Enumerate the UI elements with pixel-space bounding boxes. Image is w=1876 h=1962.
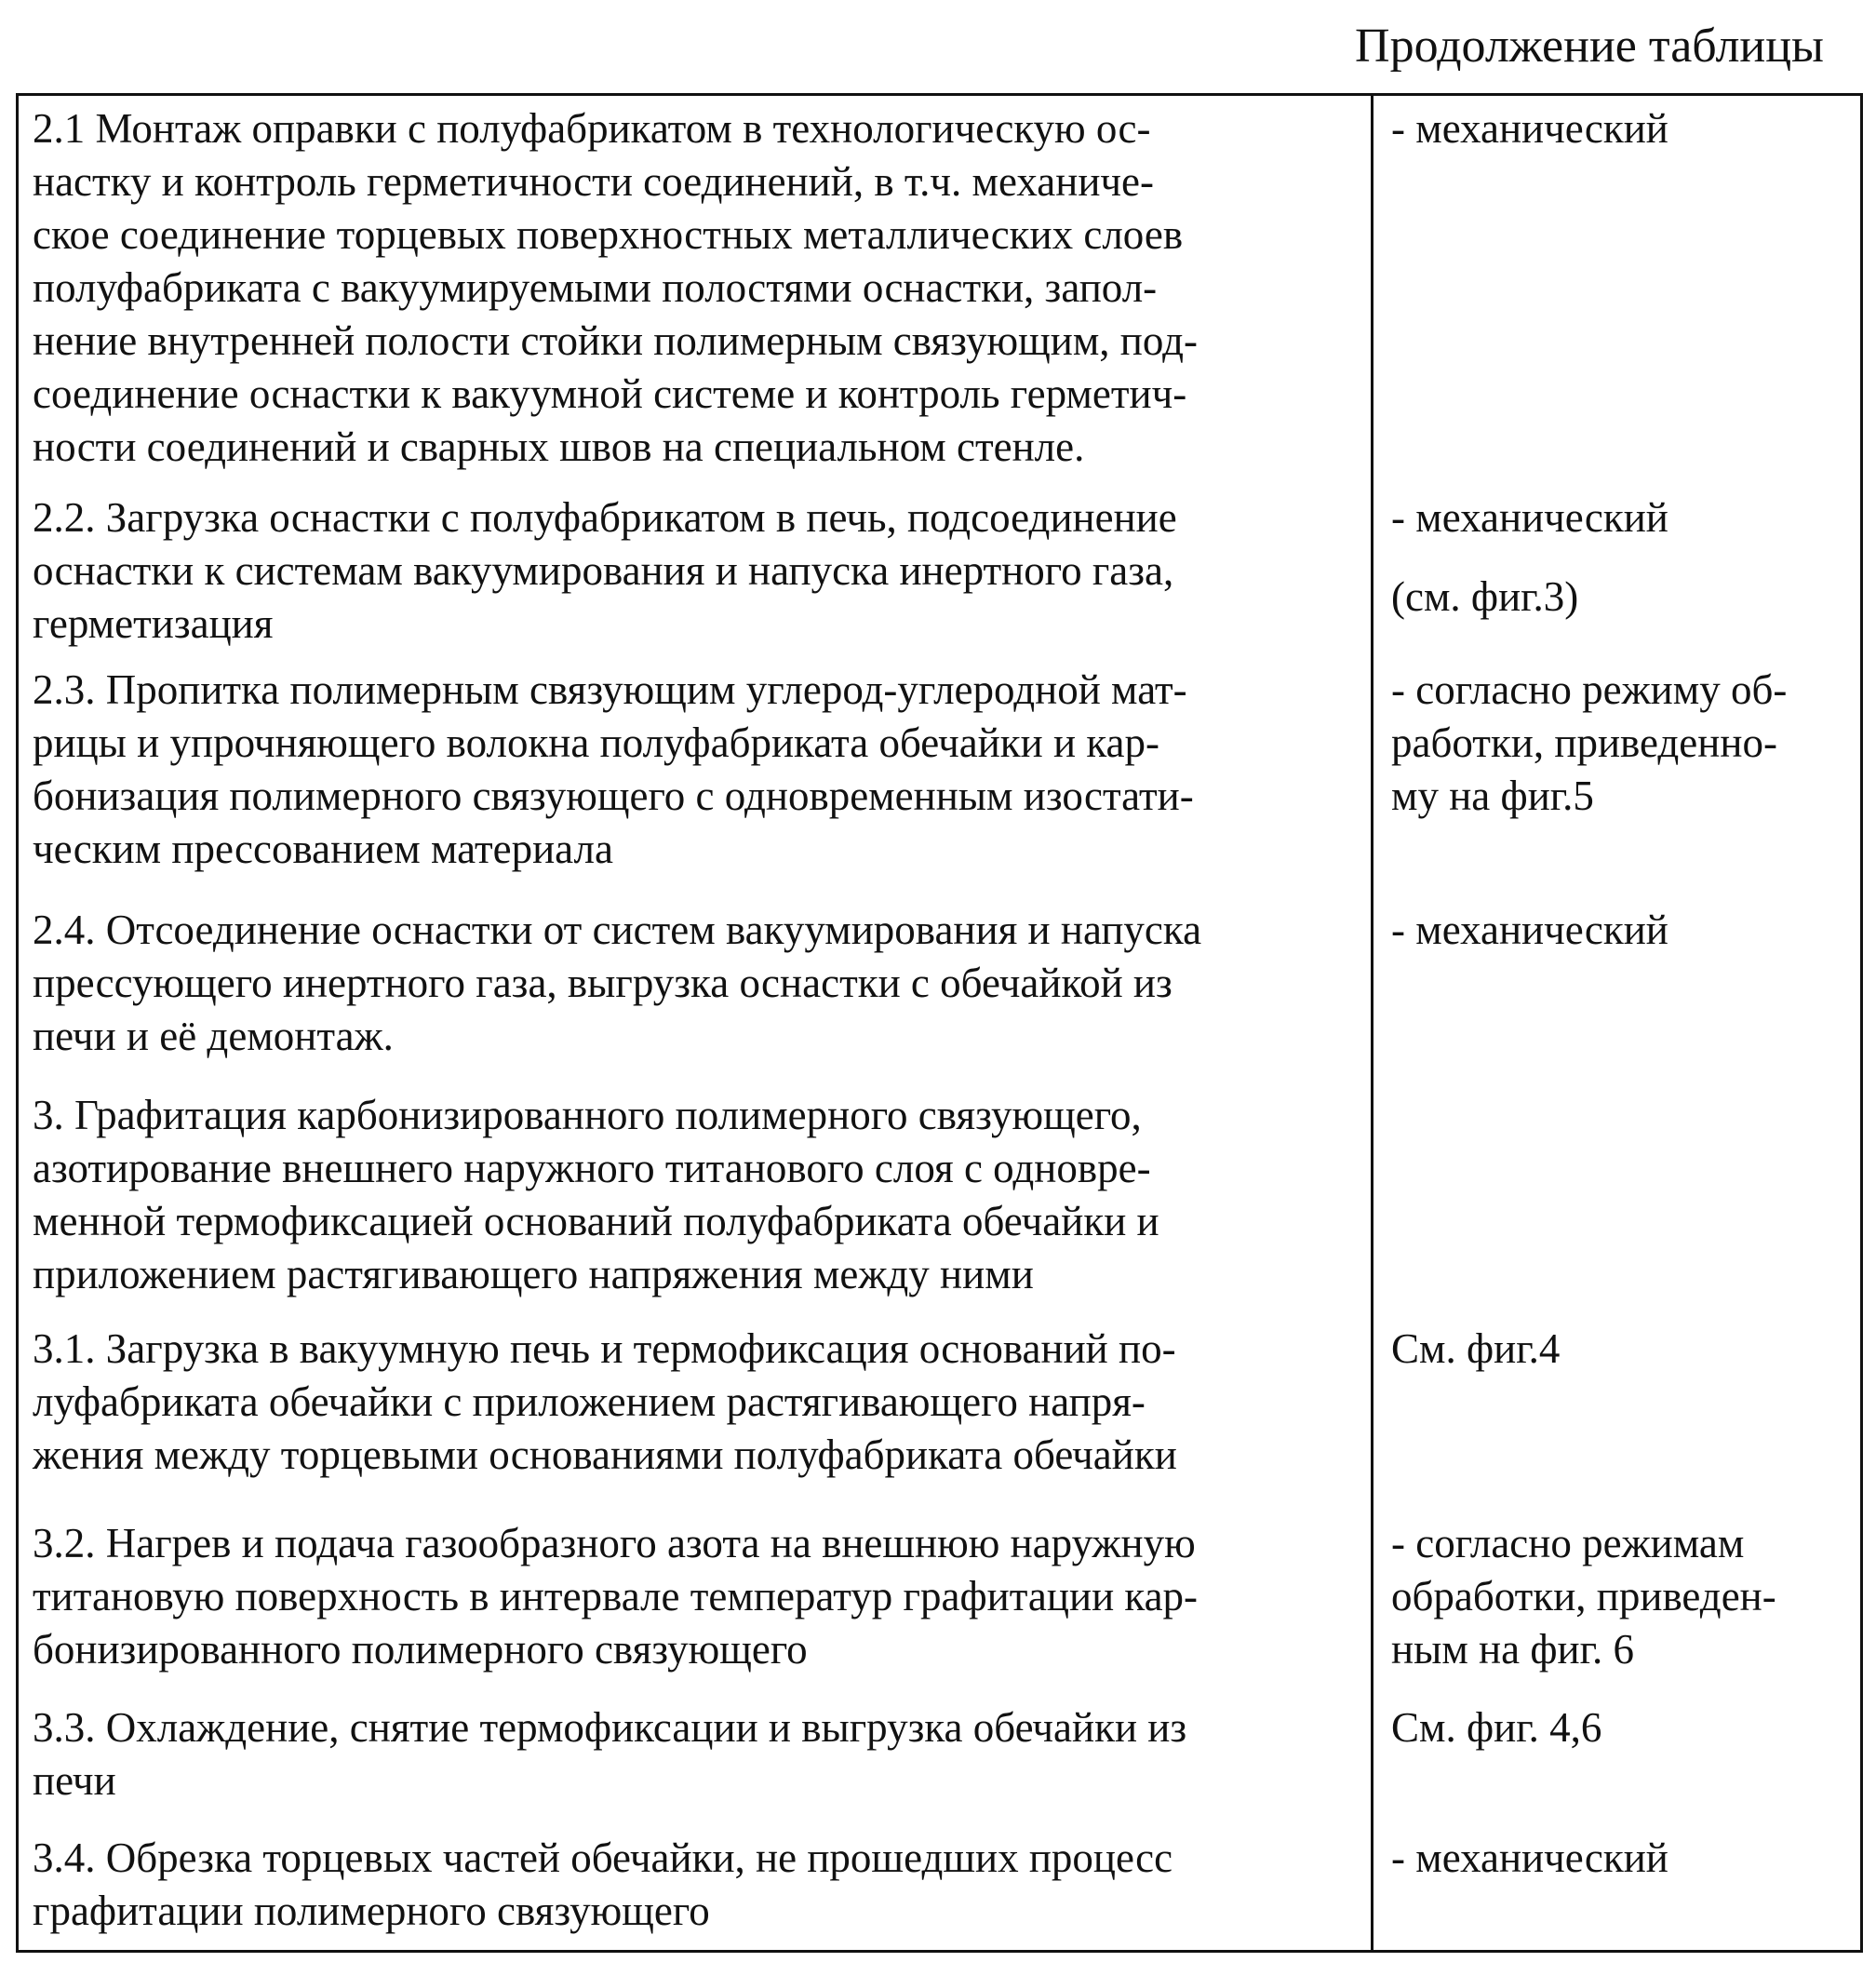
- row-description: 3.2. Нагрев и подача газообразного азота на внешнюю наружную титановую поверхность в интервале температур графитации кар- бонизированного полимерного связующего: [33, 1517, 1354, 1676]
- table-caption: Продолжение таблицы: [1355, 17, 1824, 76]
- column-divider: [1371, 96, 1374, 1950]
- row-description: 3.3. Охлаждение, снятие термофиксации и выгрузка обечайки из печи: [33, 1701, 1354, 1807]
- row-description: 2.2. Загрузка оснастки с полуфабрикатом в печь, подсоединение оснастки к системам вакуумирования и напуска инертного газа, герметизация: [33, 491, 1354, 651]
- row-description: 2.4. Отсоединение оснастки от систем вакуумирования и напуска прессующего инертного газа, выгрузка оснастки с обечайкой из печи и её демонтаж.: [33, 904, 1354, 1063]
- row-mode: - согласно режимам обработки, приведен- ным на фиг. 6: [1391, 1517, 1856, 1676]
- process-table: [16, 93, 1863, 1953]
- row-mode: - механический: [1391, 1832, 1856, 1885]
- row-mode: См. фиг.4: [1391, 1323, 1856, 1376]
- row-description: 2.3. Пропитка полимерным связующим углерод-углеродной мат- рицы и упрочняющего волокна полуфабриката обечайки и кар- бонизация полимерного связующего с одновременным изостати- ческим прессованием материала: [33, 664, 1354, 876]
- row-description: 3.4. Обрезка торцевых частей обечайки, не прошедших процесс графитации полимерного связующего: [33, 1832, 1354, 1938]
- row-description: 3.1. Загрузка в вакуумную печь и термофиксация оснований по- луфабриката обечайки с приложением растягивающего напря- жения между торцевыми основаниями полуфабриката обечайки: [33, 1323, 1354, 1482]
- row-description: 3. Графитация карбонизированного полимерного связующего, азотирование внешнего наружного титанового слоя с одновре- менной термофиксацией оснований полуфабриката обечайки и приложением растягивающего напряжения между ними: [33, 1089, 1354, 1301]
- row-mode: - механический: [1391, 904, 1856, 957]
- row-mode: - механический (см. фиг.3): [1391, 478, 1856, 637]
- row-mode: - согласно режиму об- работки, приведенно- му на фиг.5: [1391, 664, 1856, 823]
- row-description: 2.1 Монтаж оправки с полуфабрикатом в технологическую ос- настку и контроль герметичности соединений, в т.ч. механиче- ское соединение торцевых поверхностных металлических слоев полуфабриката с вакуумируемыми полостями оснастки, запол- нение внутренней полости стойки полимерным связующим, под- соединение оснастки к вакуумной системе и контроль герметич- ности соединений и сварных швов на специальном стенле.: [33, 102, 1354, 474]
- row-mode: См. фиг. 4,6: [1391, 1701, 1856, 1754]
- row-mode: - механический: [1391, 102, 1856, 155]
